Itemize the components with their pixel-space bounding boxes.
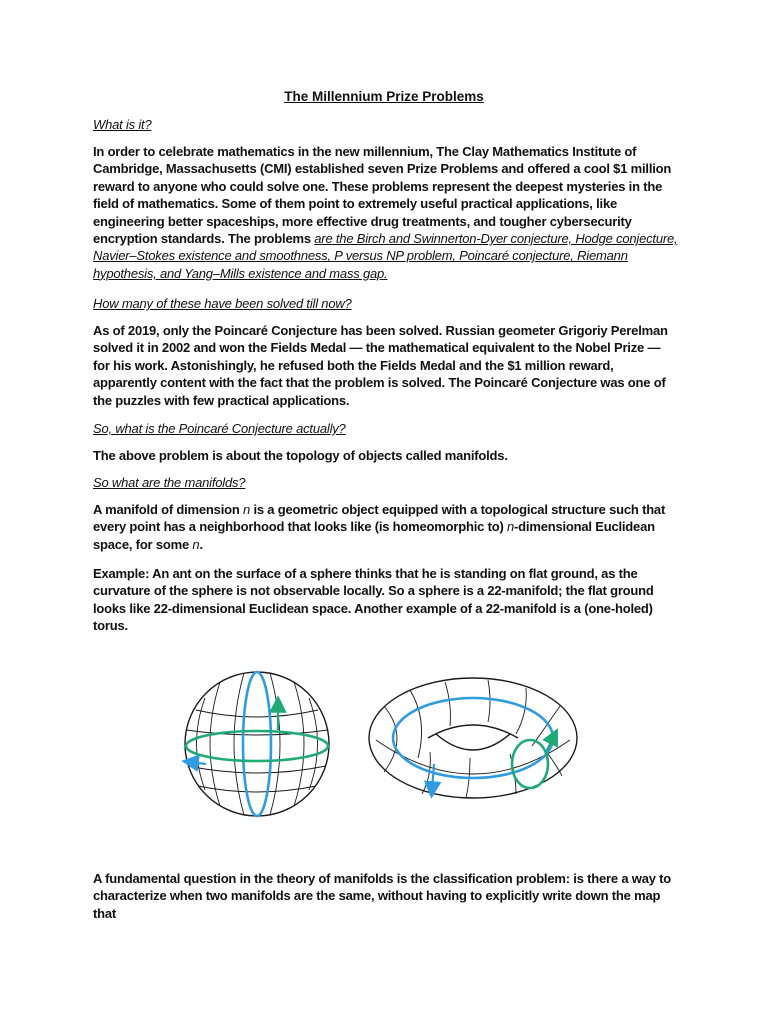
classification-part-b: : is there a way to characterize when two manifolds are the same, without having to explicitly write down the map that xyxy=(93,871,672,921)
classification-part-a: A fundamental question in the theory of manifolds is the xyxy=(93,871,433,886)
page-title: The Millennium Prize Problems xyxy=(284,89,484,104)
section-heading-what-is-it: What is it? xyxy=(93,117,152,132)
ant-example-paragraph: Example: An ant on the surface of a sphere thinks that he is standing on flat ground, as the curvature of the sphere is not observable locally. So a sphere is a 22-manifold; the flat ground looks like 22-dimensional Euclidean space. Another example of a 22-manifold is a (one-holed) torus. xyxy=(93,566,654,634)
solved-paragraph: As of 2019, only the Poincaré Conjecture has been solved. Russian geometer Grigoriy Perelman solved it in 2002 and won the Fields Medal — the mathematical equivalent to the Nobel Prize — for his work. Astonishingly, he refused both the Fields Medal and the $1 million reward, apparently content with the fact that the problem is solved. The Poincaré Conjecture was one of the puzzles with few practical applications. xyxy=(93,323,668,408)
intro-text: In order to celebrate mathematics in the new millennium, The Clay Mathematics Institute of Cambridge, Massachusetts (CMI) established seven Prize Problems and offered a cool $1 million reward to anyone who could solve one. These problems represent the deepest mysteries in the field of mathematics. Some of them point to extremely useful practical applications, like engineering better spaceships, more effective drug treatments, and tougher cybersecurity encryption standards. xyxy=(93,144,672,247)
intro-paragraph xyxy=(93,143,678,282)
section-heading-poincare: So, what is the Poincaré Conjecture actually? xyxy=(93,421,346,436)
section-heading-how-many-solved: How many of these have been solved till now? xyxy=(93,296,352,311)
section-heading-manifolds: So what are the manifolds? xyxy=(93,475,246,490)
def-part-c: -dimensional Euclidean space, for some xyxy=(93,519,655,552)
def-n-3: n xyxy=(192,536,200,552)
def-part-d: . xyxy=(199,536,203,552)
classification-term: classification problem xyxy=(432,871,566,886)
poincare-paragraph: The above problem is about the topology of objects called manifolds. xyxy=(93,448,508,463)
def-n-1: n xyxy=(243,502,251,517)
def-part-a: A manifold of dimension xyxy=(93,502,243,517)
torus-illustration xyxy=(369,678,577,798)
def-part-b: is a geometric object equipped with a topological structure such that every point has a neighborhood that looks like (is homeomorphic to) xyxy=(93,502,666,535)
problems-list: are the Birch and Swinnerton-Dyer conjecture, Hodge conjecture, Navier–Stokes existence and smoothness, P versus NP problem, Poincaré conjecture, Riemann hypothesis, and Yang–Mills existence and mass gap. xyxy=(93,231,678,281)
sphere-torus-figure xyxy=(170,640,602,856)
def-n-2: n xyxy=(507,519,515,535)
manifold-definition-paragraph xyxy=(93,501,678,553)
problems-lead: The problems xyxy=(228,231,315,247)
sphere-illustration xyxy=(185,672,329,816)
classification-paragraph xyxy=(93,870,678,922)
